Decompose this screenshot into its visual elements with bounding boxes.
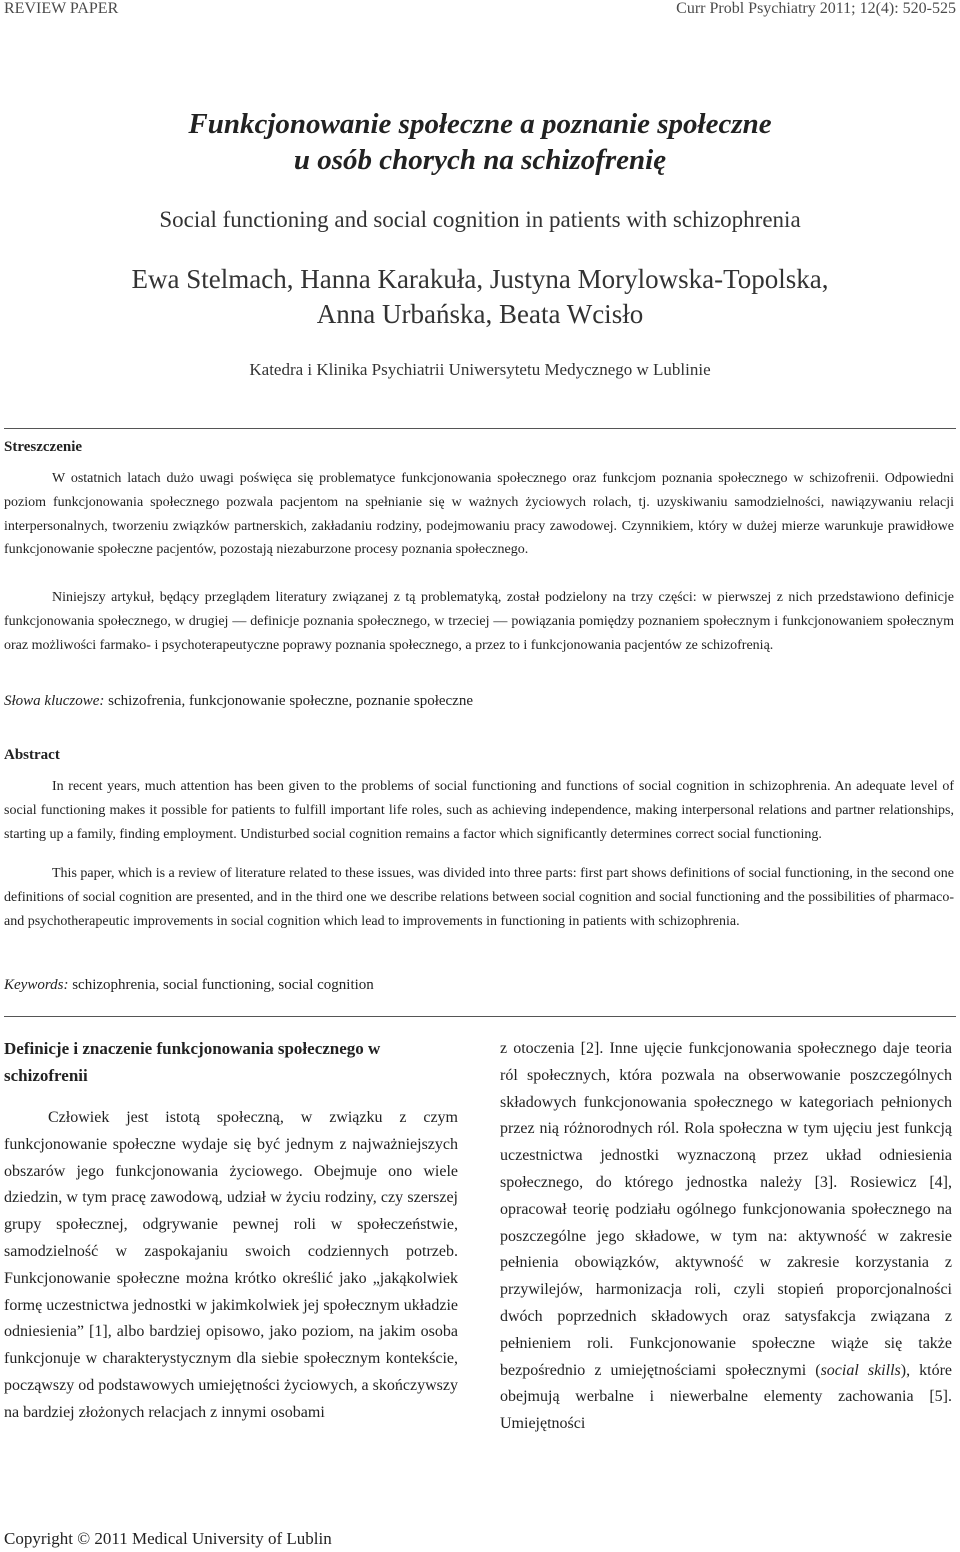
abstract-heading: Abstract <box>4 747 60 763</box>
affiliation: Katedra i Klinika Psychiatrii Uniwersytetu Medycznego w Lublinie <box>249 360 711 379</box>
streszczenie-paragraph-2 <box>4 586 954 657</box>
journal-section-label: REVIEW PAPER <box>4 0 119 17</box>
paper-title-line-1: Funkcjonowanie społeczne a poznanie społeczne <box>188 108 772 140</box>
slowa-kluczowe <box>4 691 473 711</box>
journal-citation: Curr Probl Psychiatry 2011; 12(4): 520-525 <box>676 0 956 17</box>
slowa-kluczowe-text: schizofrenia, funkcjonowanie społeczne, poznanie społeczne <box>104 693 473 709</box>
divider <box>4 1016 956 1017</box>
abstract-p1-text: In recent years, much attention has been given to the problems of social functioning and functions of social cognition in schizophrenia. An adequate level of social functioning makes it possible for patients to fulfill important life roles, such as achieving independence, making interpersonal relations and partner relationships, starting up a family, finding employment. Undisturbed social cognition remains a factor which significantly determines correct social functioning. <box>4 779 954 842</box>
streszczenie-paragraph-1 <box>4 467 954 562</box>
slowa-kluczowe-label: Słowa kluczowe: <box>4 693 105 709</box>
abstract-p2-text: This paper, which is a review of literature related to these issues, was divided into three parts: first part shows definitions of social functioning, in the second one definitions of social cognition are presented, and in the third one we describe relations between social cognition and social functioning and the possibilities of pharmaco- and psychotherapeutic improvements in social cognition which lead to improvements in functioning in patients with schizophrenia. <box>4 866 954 929</box>
copyright-icon: © <box>77 1529 91 1548</box>
authors-line-2: Anna Urbańska, Beata Wcisło <box>316 299 644 329</box>
section-heading: Definicje i znaczenie funkcjonowania społecznego w schizofrenii <box>4 1039 381 1085</box>
copyright-prefix: Copyright <box>4 1529 78 1548</box>
authors-line-1: Ewa Stelmach, Hanna Karakuła, Justyna Morylowska-Topolska, <box>131 264 829 294</box>
paper-subtitle: Social functioning and social cognition in patients with schizophrenia <box>159 207 801 232</box>
right-column <box>500 1036 952 1438</box>
abstract-paragraph-2 <box>4 862 954 933</box>
left-column-paragraph <box>4 1105 458 1427</box>
right-column-text-2: ), które obejmują werbalne i niewerbalne elementy zachowania [5]. Umiejętności <box>500 1361 953 1433</box>
copyright-notice <box>4 1528 332 1550</box>
keywords-text: schizophrenia, social functioning, social cognition <box>68 977 374 993</box>
streszczenie-heading: Streszczenie <box>4 439 83 455</box>
right-column-text-1: z otoczenia [2]. Inne ujęcie funkcjonowania społecznego daje teoria ról społecznych, która pozwala na obserwowanie poszczególnych składowych funkcjonowania społecznego w kategoriach pełnionych przez nią różnorodnych ról. Rola społeczna w tym ujęciu jest funkcją uczestnictwa jednostki wyznaczoną przez układ odniesienia społecznego, do którego jednostka należy [3]. Rosiewicz [4], opracował teorię podziału ogólnego funkcjonowania społecznego na poszczególne jego składowe, w tym na: aktywność w zakresie pełnienia obowiązków, aktywność w zakresie korzystania z przywilejów, harmonizacja roli, czyli stopień proporcjonalności dwóch poprzednich składowych oraz satysfakcja związana z pełnieniem roli. Funkcjonowanie społeczne wiąże się także bezpośrednio z umiejętnościami społecznymi ( <box>500 1040 952 1379</box>
keywords-label: Keywords: <box>4 977 69 993</box>
divider <box>4 428 956 429</box>
paper-title-line-2: u osób chorych na schizofrenię <box>293 144 667 176</box>
streszczenie-p1-text: W ostatnich latach dużo uwagi poświęca się problematyce funkcjonowania społecznego oraz funkcjom poznania społecznego w schizofrenii. Odpowiedni poziom funkcjonowania społecznego pozwala pacjentom na spełnianie się w ważnych życiowych rolach, tj. uzyskiwaniu samodzielności, nawiązywaniu relacji interpersonalnych, tworzeniu związków partnerskich, zakładaniu rodziny, podejmowaniu pracy zawodowej. Czynnikiem, który w dużej mierze warunkuje prawidłowe funkcjonowanie społeczne pacjentów, pozostają niezaburzone procesy poznania społecznego. <box>4 471 954 558</box>
keywords <box>4 975 374 995</box>
abstract-paragraph-1 <box>4 775 954 846</box>
streszczenie-p2-text: Niniejszy artykuł, będący przeglądem literatury związanej z tą problematyką, został podzielony na trzy części: w pierwszej z nich przedstawiono definicje funkcjonowania społecznego, w drugiej — definicje poznania społecznego, w trzeciej — powiązania pomiędzy poznaniem społecznym i funkcjonowaniem społecznym oraz możliwości farmako- i psychoterapeutyczne poprawy poznania społecznego, a przez to i funkcjonowania pacjentów ze schizofrenią. <box>4 590 954 653</box>
right-column-italic-term: social skills <box>820 1361 901 1379</box>
right-column-paragraph <box>500 1036 952 1438</box>
copyright-text: 2011 Medical University of Lublin <box>90 1529 332 1548</box>
left-column <box>4 1035 458 1427</box>
left-column-text: Człowiek jest istotą społeczną, w związku z czym funkcjonowanie społeczne wydaje się być jednym z najważniejszych obszarów jego funkcjonowania życiowego. Obejmuje ono wiele dziedzin, w tym pracę zawodową, udział w życiu rodziny, czy szerszej grupy społecznej, odgrywanie pewnej roli w społeczeństwie, samodzielność w zaspokajaniu swoich codziennych potrzeb. Funkcjonowanie społeczne można krótko określić jako „jakąkolwiek formę uczestnictwa jednostki w jakimkolwiek jej społecznym układzie odniesienia” [1], albo bardziej opisowo, jako poziom, na jakim osoba funkcjonuje w charakterystycznym dla siebie społecznym kontekście, począwszy od podstawowych umiejętności życiowych, a skończywszy na bardziej złożonych relacjach z innymi osobami <box>4 1109 458 1421</box>
